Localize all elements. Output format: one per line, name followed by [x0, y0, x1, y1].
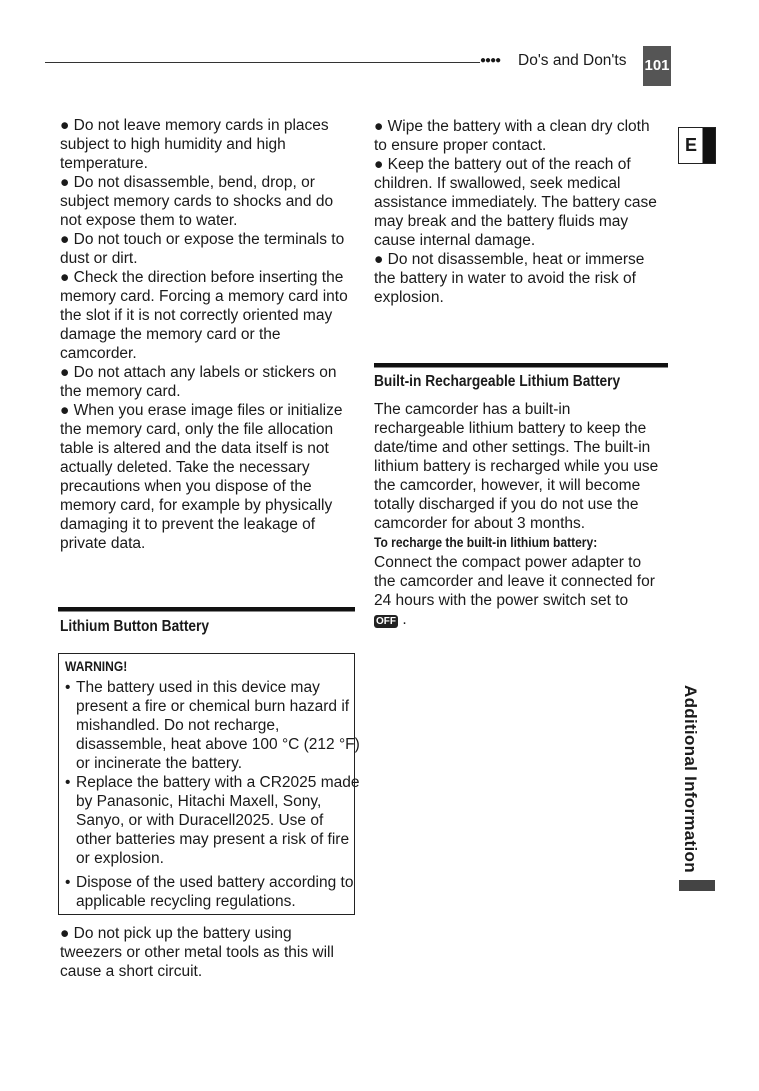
line-text: not expose them to water.: [60, 212, 238, 229]
text-line: [60, 439, 348, 458]
bullet-icon: •: [65, 874, 71, 891]
line-text: ● Wipe the battery with a clean dry cloth: [374, 118, 650, 135]
language-tab-label: E: [685, 135, 698, 155]
line-text: Replace the battery with a CR2025 made: [76, 774, 360, 791]
line-text: ● Do not leave memory cards in places: [60, 117, 329, 134]
warning-item: [65, 773, 359, 868]
text-line: [374, 250, 657, 269]
line-text: The battery used in this device may: [76, 679, 320, 696]
section-title: Do's and Don'ts: [518, 52, 627, 69]
line-text: ● Do not disassemble, heat or immerse: [374, 251, 645, 268]
warning-item: [65, 678, 360, 773]
text-line: [60, 154, 348, 173]
line-text: ● Keep the battery out of the reach of: [374, 156, 631, 173]
line-text: damage the memory card or the: [60, 326, 281, 343]
text-line: [65, 697, 360, 716]
line-text: the memory card.: [60, 383, 181, 400]
text-line: [60, 477, 348, 496]
text-line: [60, 230, 348, 249]
text-line: [374, 419, 658, 438]
text-line: [65, 849, 359, 868]
line-text: by Panasonic, Hitachi Maxell, Sony,: [76, 793, 322, 810]
text-line: [60, 363, 348, 382]
text-line: [374, 495, 658, 514]
text-line: [65, 830, 359, 849]
text-line: [374, 174, 657, 193]
text-line: [60, 515, 348, 534]
line-text: mishandled. Do not recharge,: [76, 717, 280, 734]
line-text: Dispose of the used battery according to: [76, 874, 354, 891]
line-text: precautions when you dispose of the: [60, 478, 312, 495]
text-line: [60, 534, 348, 553]
line-text: camcorder for about 3 months.: [374, 515, 586, 532]
header-dots: ●●●●: [480, 55, 501, 66]
line-text: or explosion.: [76, 850, 164, 867]
off-switch-icon: OFF: [376, 616, 396, 627]
line-text: ● Do not attach any labels or stickers on: [60, 364, 337, 381]
builtin-battery-heading: Built-in Rechargeable Lithium Battery: [374, 373, 621, 390]
recharge-subheading: To recharge the built-in lithium battery:: [374, 534, 598, 550]
text-line: [374, 553, 655, 572]
line-text: actually deleted. Take the necessary: [60, 459, 310, 476]
line-text: rechargeable lithium battery to keep the: [374, 420, 647, 437]
line-text: camcorder.: [60, 345, 137, 362]
bullet-icon: •: [65, 774, 71, 791]
line-text: the slot if it is not correctly oriented may: [60, 307, 333, 324]
line-text: children. If swallowed, seek medical: [374, 175, 621, 192]
text-line: [374, 117, 657, 136]
warning-title: WARNING!: [65, 658, 128, 674]
text-line: [65, 754, 360, 773]
text-line: [374, 155, 657, 174]
line-text: present a fire or chemical burn hazard if: [76, 698, 350, 715]
line-text: tweezers or other metal tools as this will: [60, 944, 334, 961]
text-line: [374, 212, 657, 231]
line-text: the battery in water to avoid the risk of: [374, 270, 636, 287]
side-tab-label: Additional Information: [681, 685, 700, 873]
text-line: [60, 382, 348, 401]
line-text: may break and the battery fluids may: [374, 213, 629, 230]
text-line: [60, 325, 348, 344]
header-rule: [45, 62, 480, 63]
page-number: 101: [643, 46, 671, 86]
line-text: 24 hours with the power switch set to: [374, 592, 629, 609]
line-text: ● When you erase image files or initialize: [60, 402, 343, 419]
line-text: to ensure proper contact.: [374, 137, 547, 154]
line-text: The camcorder has a built-in: [374, 401, 571, 418]
text-line: [374, 457, 658, 476]
text-line: [65, 716, 360, 735]
line-text: the camcorder and leave it connected for: [374, 573, 655, 590]
text-line: [65, 735, 360, 754]
side-tab-marker: [679, 880, 715, 891]
line-text: ● Do not disassemble, bend, drop, or: [60, 174, 315, 191]
language-tab: [678, 127, 716, 164]
line-text: the memory card, only the file allocation: [60, 421, 334, 438]
text-line: [374, 476, 658, 495]
warning-item: [65, 873, 353, 911]
text-line: [374, 288, 657, 307]
bullet-icon: •: [65, 679, 71, 696]
left-column-bullets: [60, 116, 348, 553]
text-line: [65, 811, 359, 830]
text-line: [374, 400, 658, 419]
text-line: [60, 344, 348, 363]
line-text: date/time and other settings. The built-in: [374, 439, 651, 456]
section-rule: [58, 607, 355, 612]
line-text: explosion.: [374, 289, 444, 306]
line-text: Sanyo, or with Duracell2025. Use of: [76, 812, 324, 829]
section-rule: [374, 363, 668, 368]
text-line: [374, 438, 658, 457]
line-text: memory card. Forcing a memory card into: [60, 288, 348, 305]
right-column-bullets: [374, 117, 657, 307]
end-punct: .: [402, 611, 407, 628]
line-text: ● Do not pick up the battery using: [60, 925, 292, 942]
line-text: or incinerate the battery.: [76, 755, 242, 772]
line-text: other batteries may present a risk of fire: [76, 831, 350, 848]
text-line: [65, 678, 360, 697]
line-text: disassemble, heat above 100 °C (212 °F): [76, 736, 360, 753]
line-text: table is altered and the data itself is not: [60, 440, 329, 457]
text-line: [374, 136, 657, 155]
text-line: [60, 173, 348, 192]
text-line: [60, 135, 348, 154]
text-line: [374, 193, 657, 212]
line-text: Connect the compact power adapter to: [374, 554, 642, 571]
line-text: temperature.: [60, 155, 148, 172]
text-line: [374, 231, 657, 250]
recharge-instructions: [374, 553, 655, 610]
text-line: [65, 873, 353, 892]
builtin-battery-body: [374, 400, 658, 533]
off-line: [374, 610, 407, 629]
text-line: [374, 572, 655, 591]
line-text: cause internal damage.: [374, 232, 536, 249]
text-line: [65, 792, 359, 811]
battery-tweezers-note: [60, 924, 334, 981]
text-line: [60, 401, 348, 420]
lithium-button-heading: Lithium Button Battery: [60, 618, 210, 635]
text-line: [60, 306, 348, 325]
text-line: [374, 269, 657, 288]
line-text: subject to high humidity and high: [60, 136, 286, 153]
line-text: private data.: [60, 535, 146, 552]
line-text: applicable recycling regulations.: [76, 893, 296, 910]
text-line: [60, 458, 348, 477]
text-line: [65, 892, 353, 911]
line-text: cause a short circuit.: [60, 963, 203, 980]
text-line: [60, 943, 334, 962]
line-text: ● Check the direction before inserting the: [60, 269, 344, 286]
line-text: dust or dirt.: [60, 250, 138, 267]
line-text: totally discharged if you do not use the: [374, 496, 639, 513]
text-line: [60, 496, 348, 515]
text-line: [60, 924, 334, 943]
line-text: subject memory cards to shocks and do: [60, 193, 334, 210]
text-line: [60, 192, 348, 211]
line-text: ● Do not touch or expose the terminals to: [60, 231, 345, 248]
text-line: [60, 116, 348, 135]
text-line: [60, 287, 348, 306]
line-text: memory card, for example by physically: [60, 497, 333, 514]
text-line: [60, 211, 348, 230]
text-line: [374, 591, 655, 610]
text-line: [60, 249, 348, 268]
text-line: [60, 268, 348, 287]
text-line: [60, 420, 348, 439]
line-text: assistance immediately. The battery case: [374, 194, 657, 211]
line-text: the camcorder, however, it will become: [374, 477, 641, 494]
text-line: [65, 773, 359, 792]
text-line: [374, 514, 658, 533]
line-text: lithium battery is recharged while you use: [374, 458, 659, 475]
line-text: damaging it to prevent the leakage of: [60, 516, 316, 533]
text-line: [60, 962, 334, 981]
